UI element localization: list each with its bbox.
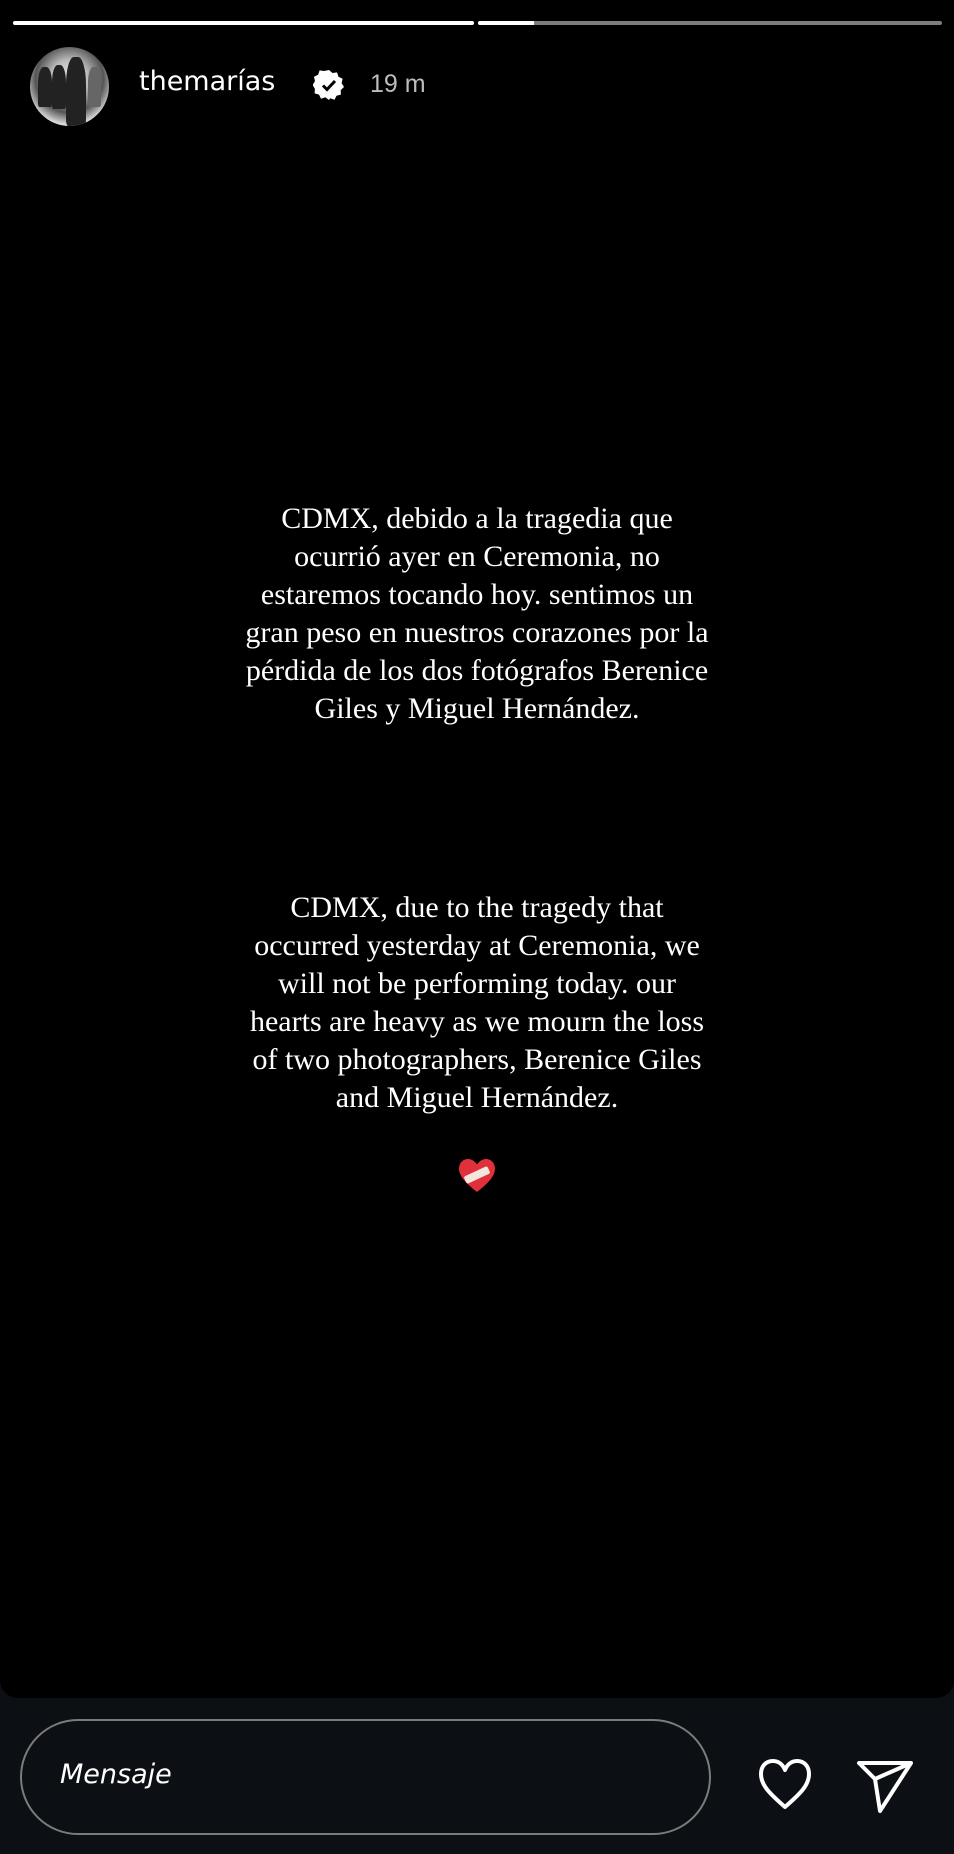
- mending-heart-emoji-icon: [458, 1158, 496, 1194]
- text-line: Giles y Miguel Hernández.: [314, 692, 640, 725]
- text-line: will not be performing today. our: [278, 967, 676, 1000]
- username[interactable]: themarías: [139, 66, 276, 97]
- text-line: of two photographers, Berenice Giles: [252, 1043, 702, 1076]
- verified-badge-icon: [313, 69, 345, 101]
- text-line: CDMX, debido a la tragedia que: [281, 502, 673, 535]
- heart-icon[interactable]: [755, 1755, 815, 1815]
- progress-bar-2: [478, 21, 942, 25]
- post-time: 19 m: [370, 70, 426, 98]
- avatar-figure: [88, 67, 101, 107]
- text-line: pérdida de los dos fotógrafos Berenice: [245, 654, 709, 687]
- text-line: CDMX, due to the tragedy that: [290, 891, 664, 924]
- text-line: estaremos tocando hoy. sentimos un: [260, 578, 694, 611]
- message-input[interactable]: [20, 1719, 711, 1835]
- text-line: gran peso en nuestros corazones por la: [245, 616, 709, 649]
- avatar[interactable]: [30, 47, 109, 126]
- avatar-figure: [66, 57, 86, 126]
- english-statement: [0, 889, 954, 1117]
- text-line: ocurrió ayer en Ceremonia, no: [294, 540, 660, 573]
- progress-fill: [13, 21, 474, 25]
- text-line: occurred yesterday at Ceremonia, we: [254, 929, 700, 962]
- message-placeholder: Mensaje: [60, 1759, 172, 1790]
- send-icon[interactable]: [855, 1755, 915, 1815]
- text-line: and Miguel Hernández.: [335, 1081, 619, 1114]
- progress-bar-1: [13, 21, 474, 25]
- spanish-statement: [0, 500, 954, 728]
- avatar-figure: [52, 65, 66, 109]
- avatar-figure: [38, 67, 52, 107]
- text-line: hearts are heavy as we mourn the loss: [249, 1005, 704, 1038]
- progress-fill: [478, 21, 534, 25]
